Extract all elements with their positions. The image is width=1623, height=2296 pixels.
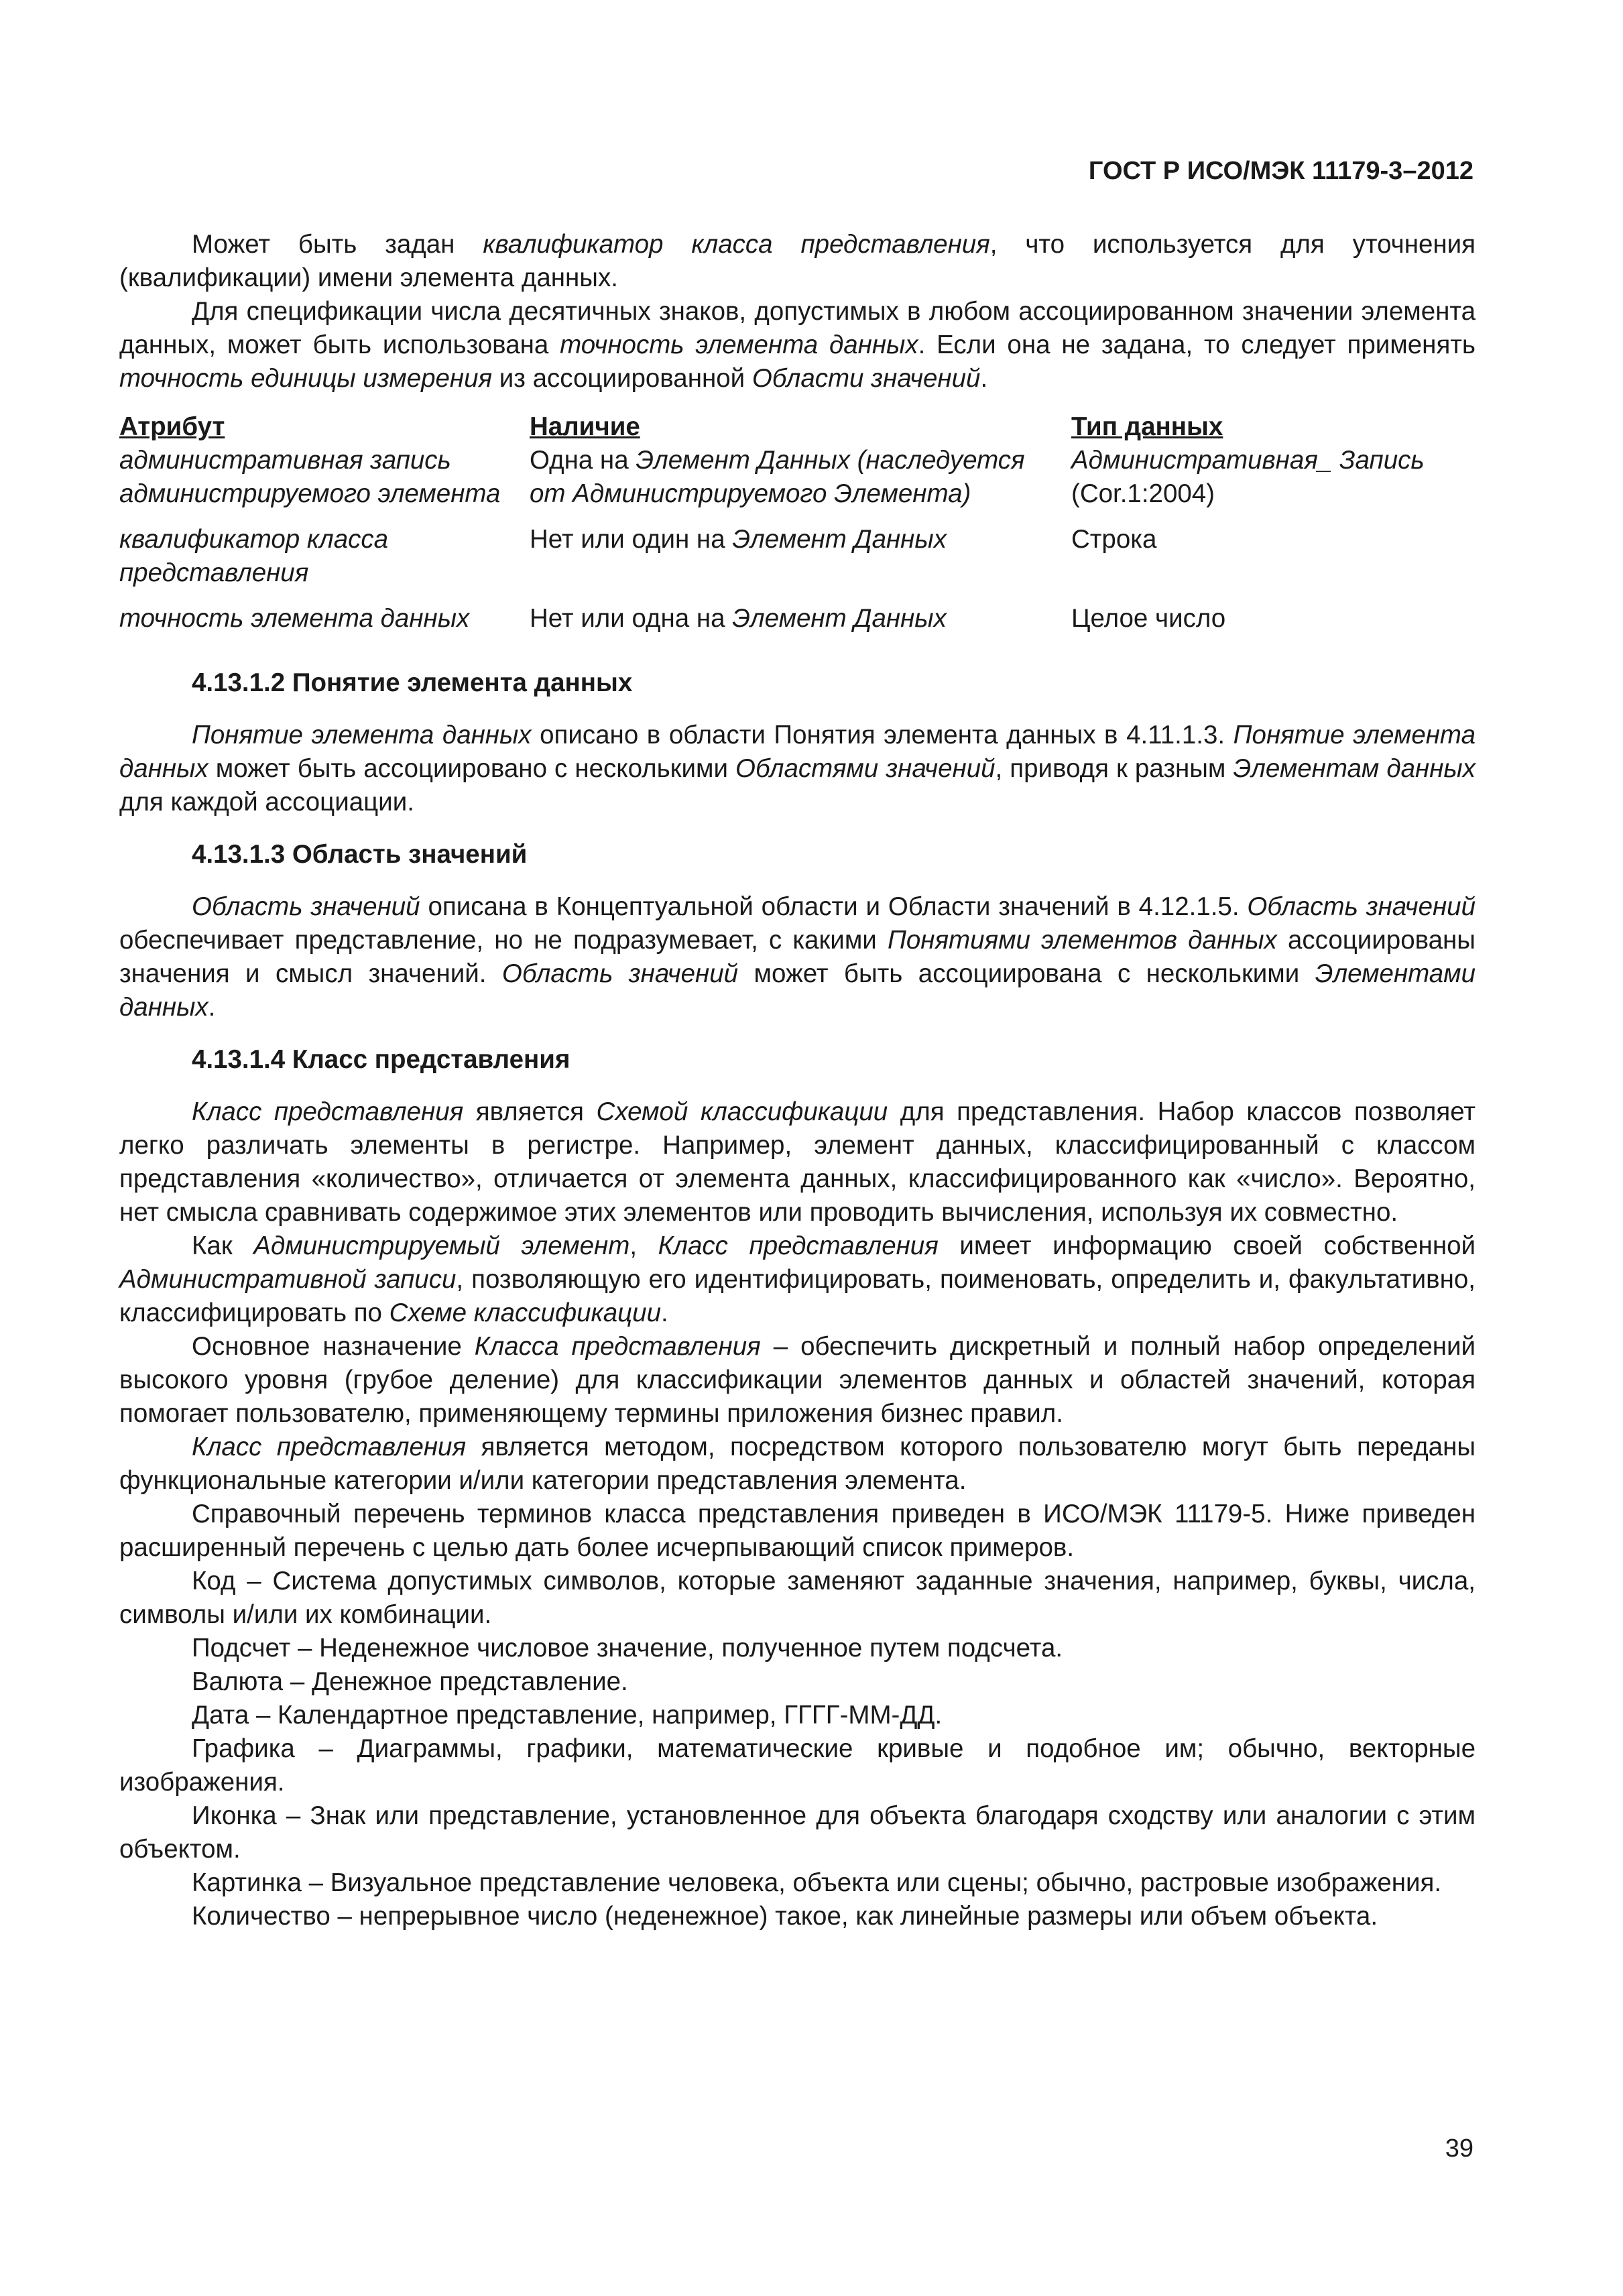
page-body xyxy=(119,228,1476,1933)
section-paragraph: Область значений описана в Концептуальной области и Области значений в 4.12.1.5. Область значений обеспечивает представление, но не подразумевает, с какими Понятиями элементов данных ассоциированы значения и смысл значений. Область значений может быть ассоциирована с несколькими Элементами данных. xyxy=(119,892,1476,1022)
table-header-row xyxy=(119,410,1476,444)
list-item: Картинка – Визуальное представление человека, объекта или сцены; обычно, растровые изображения. xyxy=(192,1868,1442,1897)
list-item: Валюта – Денежное представление. xyxy=(192,1667,628,1696)
presence-cell: Одна на xyxy=(530,446,636,475)
datatype-cell: Административная_ Запись xyxy=(1071,446,1425,475)
list-item: Код – Система допустимых символов, которые заменяют заданные значения, например, буквы, числа, символы и/или их комбинации. xyxy=(119,1567,1476,1629)
section-paragraph: Класс представления является Схемой классификации для представления. Набор классов позволяет легко различать элементы в регистре. Например, элемент данных, классифицированный с классом представления «количество», отличается от элемента данных, классифицированного как «число». Вероятно, нет смысла сравнивать содержимое этих элементов или проводить вычисления, используя их совместно. xyxy=(119,1097,1476,1227)
section-paragraph: Основное назначение Класса представления – обеспечить дискретный и полный набор определений высокого уровня (грубое деление) для классификации элементов данных и областей значений, которая помогает пользователю, применяющему термины приложения бизнес правил. xyxy=(119,1332,1476,1428)
section-paragraph: Справочный перечень терминов класса представления приведен в ИСО/МЭК 11179-5. Ниже приведен расширенный перечень с целью дать более исчерпывающий список примеров. xyxy=(119,1500,1476,1562)
intro-paragraph-2: Для спецификации числа десятичных знаков, допустимых в любом ассоциированном значении элемента данных, может быть использована точность элемента данных. Если она не задана, то следует применять точность единицы измерения из ассоциированной Области значений. xyxy=(119,297,1476,393)
page-header: ГОСТ Р ИСО/МЭК 11179-3–2012 xyxy=(1088,157,1474,185)
attribute-table xyxy=(119,410,1476,648)
list-item: Количество – непрерывное число (неденежное) такое, как линейные размеры или объем объекта. xyxy=(192,1902,1378,1931)
section-paragraph: Класс представления является методом, посредством которого пользователю могут быть переданы функциональные категории и/или категории представления элемента. xyxy=(119,1433,1476,1495)
list-item: Дата – Календартное представление, например, ГГГГ-ММ-ДД. xyxy=(192,1701,943,1730)
table-row: квалификатор класса представления Нет или один на Элемент Данных Строка xyxy=(119,525,1157,587)
list-item: Иконка – Знак или представление, установленное для объекта благодаря сходству или аналогии с этим объектом. xyxy=(119,1801,1476,1864)
section-paragraph: Понятие элемента данных описано в области Понятия элемента данных в 4.11.1.3. Понятие элемента данных может быть ассоциировано с несколькими Областями значений, приводя к разным Элементам данных для каждой ассоциации. xyxy=(119,721,1476,817)
presence-cell: Нет или одна на xyxy=(530,604,733,633)
list-item: Подсчет – Неденежное числовое значение, полученное путем подсчета. xyxy=(192,1634,1063,1663)
attribute-cell: административная запись администрируемого элемента xyxy=(119,446,501,508)
table-row: административная запись администрируемого элемента Одна на Элемент Данных (наследуется от Администрируемого Элемента) Административная_ Запись (Cor.1:2004) xyxy=(119,446,1425,508)
col-header-presence: Наличие xyxy=(530,412,640,441)
intro-paragraph-1: Может быть задан квалификатор класса представления, что используется для уточнения (квалификации) имени элемента данных. xyxy=(119,230,1476,292)
attribute-cell: точность элемента данных xyxy=(119,604,470,633)
datatype-cell: Целое число xyxy=(1071,604,1226,633)
section-paragraph: Как Администрируемый элемент, Класс представления имеет информацию своей собственной Административной записи, позволяющую его идентифицировать, поименовать, определить и, факультативно, классифицировать по Схеме классификации. xyxy=(119,1231,1476,1327)
section-heading-4-13-1-3: 4.13.1.3 Область значений xyxy=(192,840,528,869)
section-heading-4-13-1-2: 4.13.1.2 Понятие элемента данных xyxy=(192,668,633,697)
list-item: Графика – Диаграммы, графики, математические кривые и подобное им; обычно, векторные изображения. xyxy=(119,1734,1476,1797)
section-heading-4-13-1-4: 4.13.1.4 Класс представления xyxy=(192,1045,570,1074)
col-header-datatype: Тип данных xyxy=(1071,412,1223,441)
datatype-cell: Строка xyxy=(1071,525,1157,554)
col-header-attribute: Атрибут xyxy=(119,412,225,441)
presence-cell: Нет или один на xyxy=(530,525,733,554)
page-number: 39 xyxy=(1445,2134,1474,2163)
table-row: точность элемента данных Нет или одна на Элемент Данных Целое число xyxy=(119,604,1226,633)
attribute-cell: квалификатор класса представления xyxy=(119,525,389,587)
